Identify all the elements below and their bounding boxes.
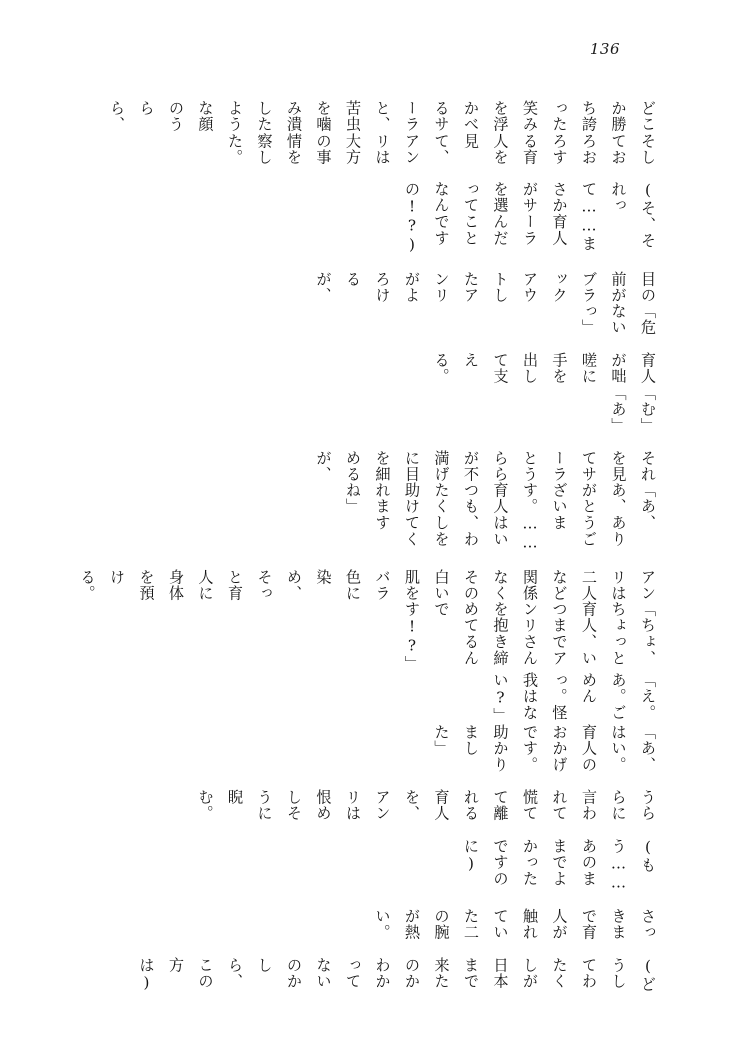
paragraph: アンリは二人など関係なくその白い肌をバラ色に染め、そっと育人に身体を預ける。 [78, 568, 657, 602]
paragraph: 「ちょ、ちょっと育人、いつまでアンリさんを抱き締めてるんです!?」 [403, 601, 657, 673]
paragraph: 「あ、はい。育人のおかげです。助かりました」 [432, 723, 657, 773]
paragraph: どこか勝ち誇った笑みを浮かべるサーラと、苦虫を噛み潰したような顔のうらら、 [108, 100, 657, 133]
paragraph: さっきまで育人が触れていた二の腕が熱い。 [373, 908, 657, 941]
body-text [62, 100, 662, 992]
paragraph: 「あ、あ、ありがとうございます。……育人はいつも、わたくしを助けてくれますね」 [344, 482, 657, 553]
paragraph: それを見てサーラとうららが不満げに目を細めるが、 [314, 449, 657, 483]
paragraph: 「危ないっ」 [580, 303, 657, 336]
paragraph: 「え。あ。ごめんっ。怪我はない?」 [491, 672, 657, 724]
paragraph: (どうしてわたくしが日本まで来たのかわかってないのかしら、この方は) [137, 956, 657, 992]
page-number: 136 [589, 40, 620, 58]
paragraph: (もう……あのままでよかったですのに) [462, 837, 657, 892]
paragraph: 育人が咄嗟に手を出して支える。 [432, 352, 657, 385]
paragraph: 目の前がブラックアウトしたアンリがよろけるが、 [314, 270, 657, 304]
paragraph: 「む」「あ」 [609, 384, 657, 434]
paragraph: (そ、それって……まさか育人がサーラを選んだってことなんですの!?) [403, 181, 657, 255]
paragraph: そしておろおろする育人を見て、アンリは大方の事情を察した。 [226, 132, 657, 166]
paragraph: うららに言われて慌てて離れる育人を、アンリは恨めしそうに睨む。 [196, 788, 657, 822]
